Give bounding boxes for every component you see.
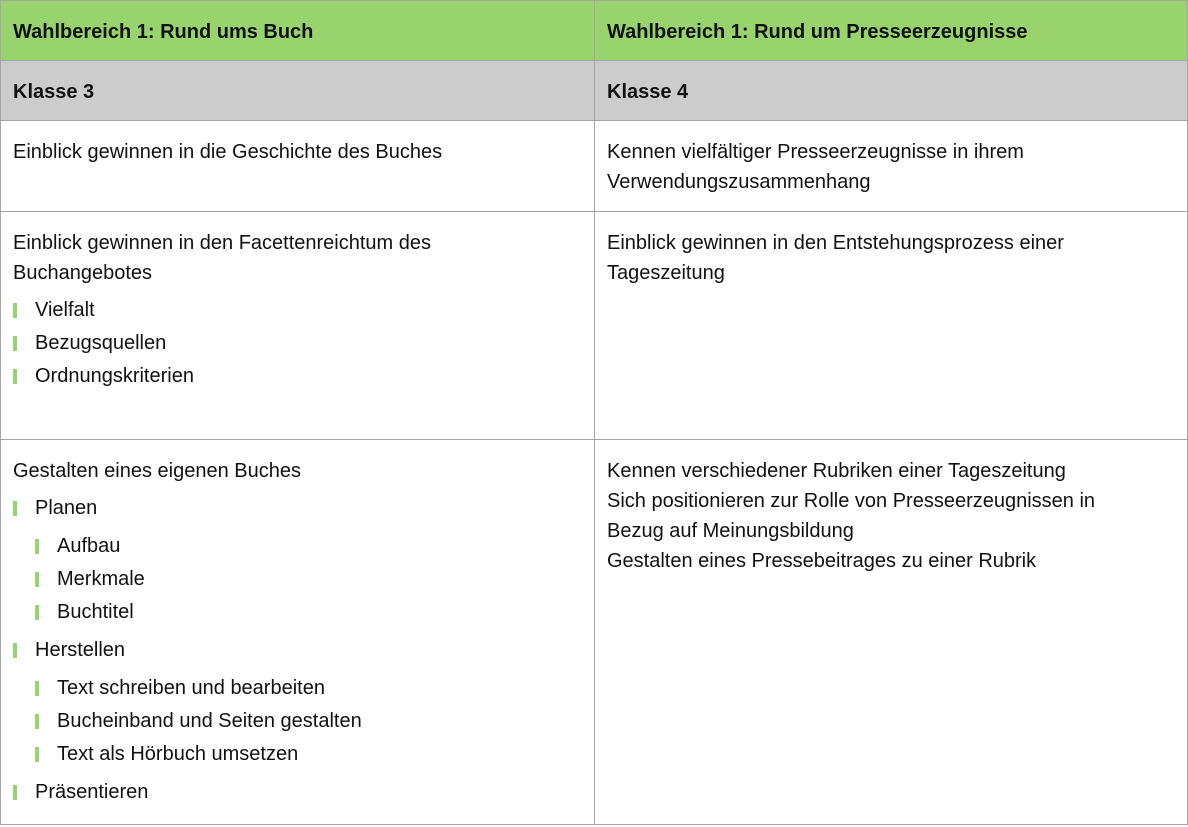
subheader-left: Klasse 3 bbox=[1, 61, 595, 121]
list-item bbox=[13, 327, 582, 360]
list-item-label: Bezugsquellen bbox=[35, 332, 167, 354]
row3-right-cell bbox=[595, 440, 1188, 825]
header-right: Wahlbereich 1: Rund um Presseerzeugnisse bbox=[595, 1, 1188, 61]
bullet-bar-icon bbox=[35, 572, 39, 587]
list-item bbox=[13, 294, 582, 327]
bullet-bar-icon bbox=[13, 785, 17, 800]
header-left: Wahlbereich 1: Rund ums Buch bbox=[1, 1, 595, 61]
sub-list-item bbox=[13, 563, 582, 596]
list-item-label: Herstellen bbox=[35, 639, 126, 661]
row1-left-cell bbox=[1, 121, 595, 212]
list-item-label: Ordnungskriterien bbox=[35, 365, 194, 387]
bullet-bar-icon bbox=[13, 643, 17, 658]
table-row bbox=[1, 440, 1188, 825]
sub-list-item-label: Bucheinband und Seiten gestalten bbox=[57, 710, 362, 732]
bullet-bar-icon bbox=[13, 369, 17, 384]
list-item bbox=[13, 634, 582, 667]
bullet-bar-icon bbox=[35, 747, 39, 762]
sub-list-item bbox=[13, 705, 582, 738]
table-row bbox=[1, 121, 1188, 212]
sub-list-item-label: Buchtitel bbox=[57, 601, 134, 623]
row3-right-line: Gestalten eines Pressebeitrages zu einer Rubrik bbox=[607, 550, 1037, 572]
row3-left-text: Gestalten eines eigenen Buches bbox=[13, 460, 301, 482]
list-item-label: Vielfalt bbox=[35, 299, 95, 321]
sub-list-item bbox=[13, 672, 582, 705]
list-item-label: Präsentieren bbox=[35, 781, 149, 803]
sub-list-item-label: Text schreiben und bearbeiten bbox=[57, 677, 325, 699]
bullet-bar-icon bbox=[35, 714, 39, 729]
row3-right-line: Sich positionieren zur Rolle von Presseerzeugnissen in bbox=[607, 490, 1096, 512]
sub-list-item bbox=[13, 738, 582, 771]
subheader-right: Klasse 4 bbox=[595, 61, 1188, 121]
list-item bbox=[13, 360, 582, 393]
list-item bbox=[13, 492, 582, 525]
sub-list-item bbox=[13, 596, 582, 629]
bullet-bar-icon bbox=[13, 303, 17, 318]
row1-right-line: Verwendungszusammenhang bbox=[607, 171, 871, 193]
bullet-bar-icon bbox=[35, 605, 39, 620]
table-header-row bbox=[1, 1, 1188, 61]
sub-list-item-label: Merkmale bbox=[57, 568, 145, 590]
bullet-bar-icon bbox=[35, 539, 39, 554]
sub-list-item-label: Aufbau bbox=[57, 535, 121, 557]
row1-right-line: Kennen vielfältiger Presseerzeugnisse in ihrem bbox=[607, 141, 1024, 163]
row2-left-line: Buchangebotes bbox=[13, 262, 153, 284]
row3-right-line: Bezug auf Meinungsbildung bbox=[607, 520, 854, 542]
row2-left-line: Einblick gewinnen in den Facettenreichtum des bbox=[13, 232, 432, 254]
row2-left-cell bbox=[1, 212, 595, 440]
row2-right-line: Einblick gewinnen in den Entstehungsprozess einer bbox=[607, 232, 1064, 254]
row3-left-cell bbox=[1, 440, 595, 825]
sub-list-item bbox=[13, 530, 582, 563]
row2-right-line: Tageszeitung bbox=[607, 262, 725, 284]
table-row bbox=[1, 212, 1188, 440]
row3-right-line: Kennen verschiedener Rubriken einer Tageszeitung bbox=[607, 460, 1066, 482]
list-item-label: Planen bbox=[35, 497, 98, 519]
bullet-bar-icon bbox=[13, 501, 17, 516]
row1-left-text: Einblick gewinnen in die Geschichte des Buches bbox=[13, 141, 443, 163]
sub-list-item-label: Text als Hörbuch umsetzen bbox=[57, 743, 299, 765]
table-subheader-row bbox=[1, 61, 1188, 121]
bullet-bar-icon bbox=[35, 681, 39, 696]
row1-right-cell bbox=[595, 121, 1188, 212]
list-item bbox=[13, 776, 582, 809]
bullet-bar-icon bbox=[13, 336, 17, 351]
row2-right-cell bbox=[595, 212, 1188, 440]
